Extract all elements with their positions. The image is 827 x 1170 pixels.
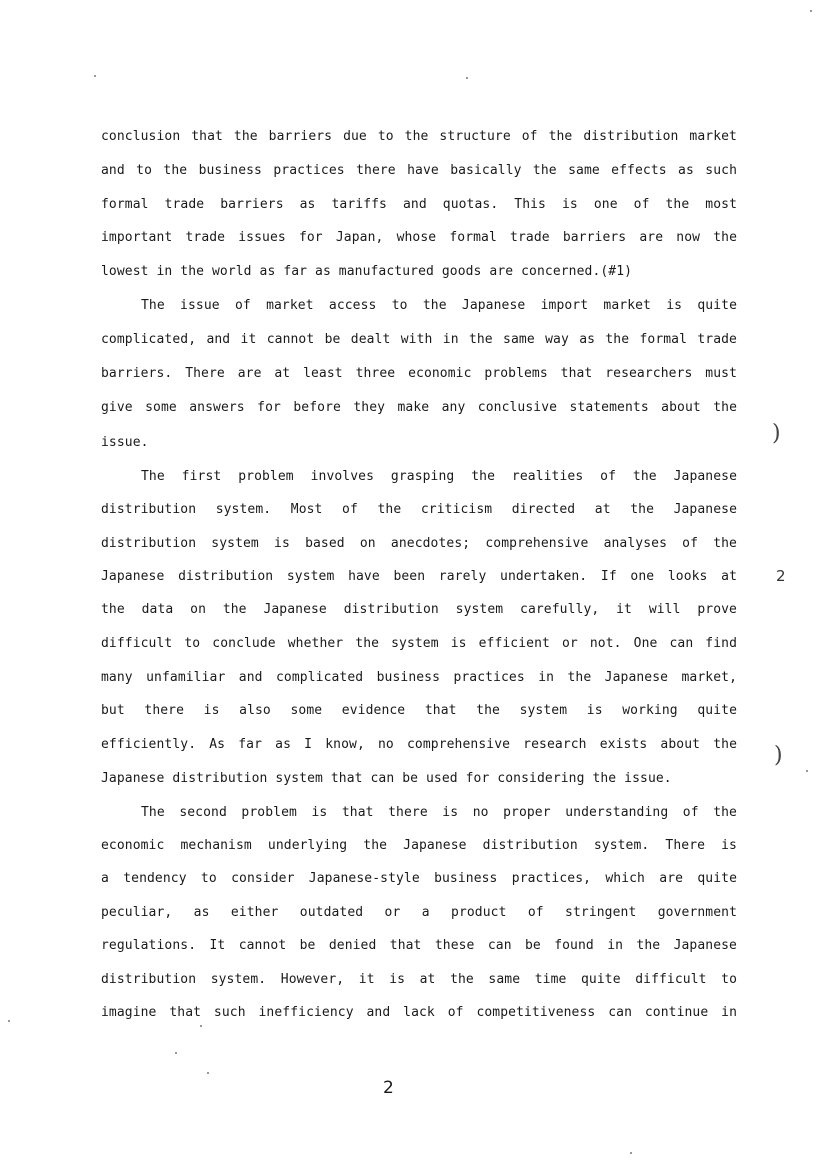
text-line: Japanese distribution system that can be used for considering the issue.	[101, 771, 672, 786]
text-line: regulations. It cannot be denied that these can be found in the Japanese	[101, 938, 737, 953]
text-line: complicated, and it cannot be dealt with in the same way as the formal trade	[101, 332, 737, 347]
scan-speck	[630, 1152, 632, 1154]
margin-bracket-mark: )	[774, 743, 783, 768]
text-line: conclusion that the barriers due to the structure of the distribution market	[101, 129, 737, 144]
text-line: efficiently. As far as I know, no comprehensive research exists about the	[101, 737, 737, 752]
text-line: many unfamiliar and complicated business practices in the Japanese market,	[101, 670, 737, 685]
paragraph-first-line: The issue of market access to the Japanese import market is quite	[141, 298, 737, 313]
scan-speck	[8, 1020, 10, 1022]
text-line: difficult to conclude whether the system is efficient or not. One can find	[101, 636, 737, 651]
text-line: formal trade barriers as tariffs and quotas. This is one of the most	[101, 197, 737, 212]
scan-speck	[466, 77, 468, 79]
text-line: economic mechanism underlying the Japanese distribution system. There is	[101, 838, 737, 853]
scan-speck	[94, 75, 96, 77]
text-line: important trade issues for Japan, whose formal trade barriers are now the	[101, 230, 737, 245]
scan-speck	[207, 1072, 209, 1074]
text-line: a tendency to consider Japanese-style business practices, which are quite	[101, 871, 737, 886]
text-line: but there is also some evidence that the system is working quite	[101, 703, 737, 718]
paragraph-first-line: The first problem involves grasping the realities of the Japanese	[141, 469, 737, 484]
scan-speck	[200, 1025, 202, 1027]
margin-bracket-mark: )	[772, 421, 781, 446]
text-line: barriers. There are at least three economic problems that researchers must	[101, 366, 737, 381]
text-line: peculiar, as either outdated or a product of stringent government	[101, 905, 737, 920]
text-line: issue.	[101, 435, 149, 450]
text-line: Japanese distribution system have been rarely undertaken. If one looks at	[101, 569, 737, 584]
text-line: distribution system. Most of the criticism directed at the Japanese	[101, 502, 737, 517]
text-line: imagine that such inefficiency and lack of competitiveness can continue in	[101, 1005, 737, 1020]
margin-annotation: 2	[776, 567, 786, 585]
paragraph-first-line: The second problem is that there is no proper understanding of the	[141, 805, 737, 820]
scan-speck	[806, 770, 808, 772]
text-line: lowest in the world as far as manufactured goods are concerned.(#1)	[101, 264, 633, 279]
page-number: 2	[383, 1078, 394, 1098]
text-line: distribution system is based on anecdotes; comprehensive analyses of the	[101, 536, 737, 551]
scan-speck	[810, 10, 812, 12]
text-line: give some answers for before they make any conclusive statements about the	[101, 400, 737, 415]
text-line: the data on the Japanese distribution system carefully, it will prove	[101, 602, 737, 617]
scan-speck	[175, 1052, 177, 1054]
text-line: and to the business practices there have basically the same effects as such	[101, 163, 737, 178]
text-line: distribution system. However, it is at the same time quite difficult to	[101, 972, 737, 987]
